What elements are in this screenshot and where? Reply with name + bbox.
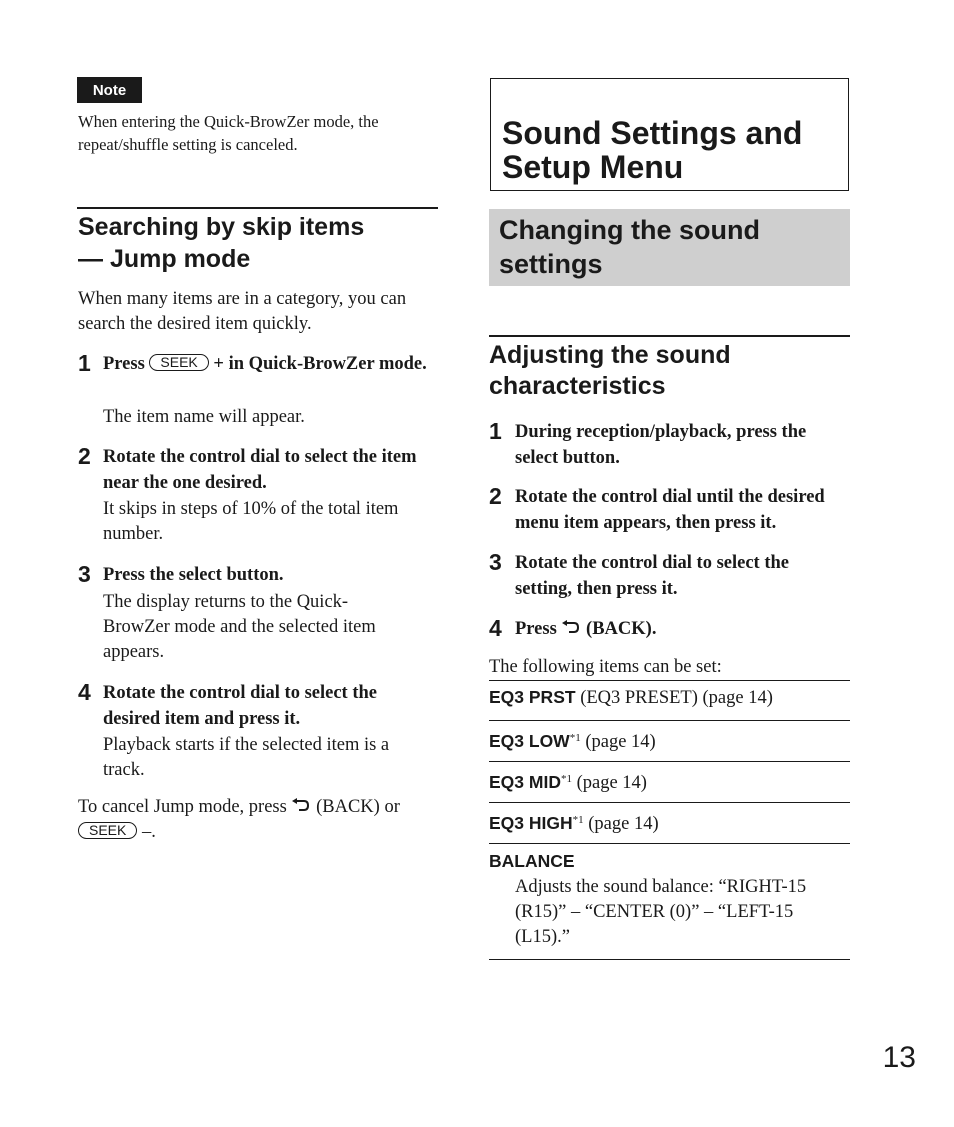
seek-button-icon: SEEK (149, 354, 208, 371)
jump-step-1-press: Press (103, 354, 145, 374)
back-arrow-icon (291, 798, 311, 814)
jump-heading-line2: — Jump mode (78, 245, 251, 273)
jump-step-4-result: Playback starts if the selected item is a track. (103, 735, 390, 780)
adjust-step-4-instruction (515, 617, 845, 643)
item-footnote-mark: *1 (572, 814, 584, 826)
item-key: EQ3 LOW (489, 731, 570, 751)
item-footnote-mark: *1 (560, 773, 572, 785)
item-footnote-mark: *1 (569, 732, 581, 744)
jump-cancel-text (78, 795, 440, 845)
item-desc: (page 14) (588, 814, 659, 834)
back-arrow-icon (561, 620, 581, 636)
table-rule (489, 761, 850, 762)
item-desc: (page 14) (585, 732, 656, 752)
item-key: BALANCE (489, 851, 575, 871)
jump-step-1-after: + in Quick-BrowZer mode. (213, 354, 427, 374)
note-text: When entering the Quick-BrowZer mode, the repeat/shuffle setting is canceled. (78, 112, 379, 154)
adjust-step-4-number: 4 (489, 615, 502, 641)
page-title: Sound Settings and Setup Menu (502, 115, 803, 185)
cancel-after: –. (141, 822, 156, 842)
jump-step-4-instruction: Rotate the control dial to select the desired item and press it. (103, 683, 378, 729)
following-items-label: The following items can be set: (489, 657, 722, 677)
jump-step-2-number: 2 (78, 443, 91, 469)
adjust-step-4-after: (BACK). (586, 619, 657, 639)
adjust-step-1-number: 1 (489, 418, 502, 444)
item-eq3-low (489, 726, 850, 755)
section-title: Changing the sound settings (499, 215, 760, 279)
item-desc: (EQ3 PRESET) (page 14) (580, 688, 773, 708)
jump-step-2-result: It skips in steps of 10% of the total item number. (103, 499, 399, 544)
table-rule (489, 802, 850, 803)
cancel-before: To cancel Jump mode, press (78, 797, 287, 817)
jump-heading-line1: Searching by skip items (78, 213, 365, 241)
jump-mode-heading (78, 211, 438, 275)
section-title-band (489, 209, 850, 286)
jump-step-3-instruction: Press the select button. (103, 565, 284, 585)
item-key: EQ3 HIGH (489, 813, 573, 833)
note-badge: Note (77, 77, 142, 103)
table-rule (489, 959, 850, 960)
jump-step-3-number: 3 (78, 561, 91, 587)
adjust-step-4-press: Press (515, 619, 557, 639)
jump-step-4-number: 4 (78, 679, 91, 705)
balance-description: Adjusts the sound balance: “RIGHT-15 (R15)” – “CENTER (0)” – “LEFT-15 (L15).” (515, 877, 807, 947)
jump-intro: When many items are in a category, you can search the desired item quickly. (78, 289, 407, 334)
adjust-step-1-instruction: During reception/playback, press the select button. (515, 422, 807, 468)
jump-step-1-result: The item name will appear. (103, 407, 305, 427)
seek-button-icon: SEEK (78, 822, 137, 839)
item-key: EQ3 PRST (489, 687, 576, 707)
table-rule (489, 720, 850, 721)
adjust-step-2-number: 2 (489, 483, 502, 509)
page-number: 13 (882, 1041, 916, 1074)
adjust-step-3-number: 3 (489, 549, 502, 575)
jump-step-3-result: The display returns to the Quick-BrowZer mode and the selected item appears. (103, 592, 376, 662)
item-key: EQ3 MID (489, 772, 561, 792)
adjust-step-3-instruction: Rotate the control dial to select the setting, then press it. (515, 553, 790, 599)
item-balance (489, 849, 850, 875)
section-rule-right (489, 335, 850, 337)
table-rule (489, 680, 850, 681)
section-rule-left (77, 207, 438, 209)
jump-step-2-instruction: Rotate the control dial to select the item near the one desired. (103, 447, 417, 493)
jump-step-1-number: 1 (78, 350, 91, 376)
page-title-box (490, 78, 849, 191)
item-eq3-prst (489, 685, 850, 711)
table-rule (489, 843, 850, 844)
cancel-back-label: (BACK) or (316, 797, 400, 817)
item-desc: (page 14) (576, 773, 647, 793)
jump-step-1-instruction (103, 352, 433, 378)
adjust-step-2-instruction: Rotate the control dial until the desired menu item appears, then press it. (515, 487, 825, 533)
adjust-heading: Adjusting the sound characteristics (489, 341, 731, 400)
item-eq3-high (489, 808, 850, 837)
item-eq3-mid (489, 767, 850, 796)
